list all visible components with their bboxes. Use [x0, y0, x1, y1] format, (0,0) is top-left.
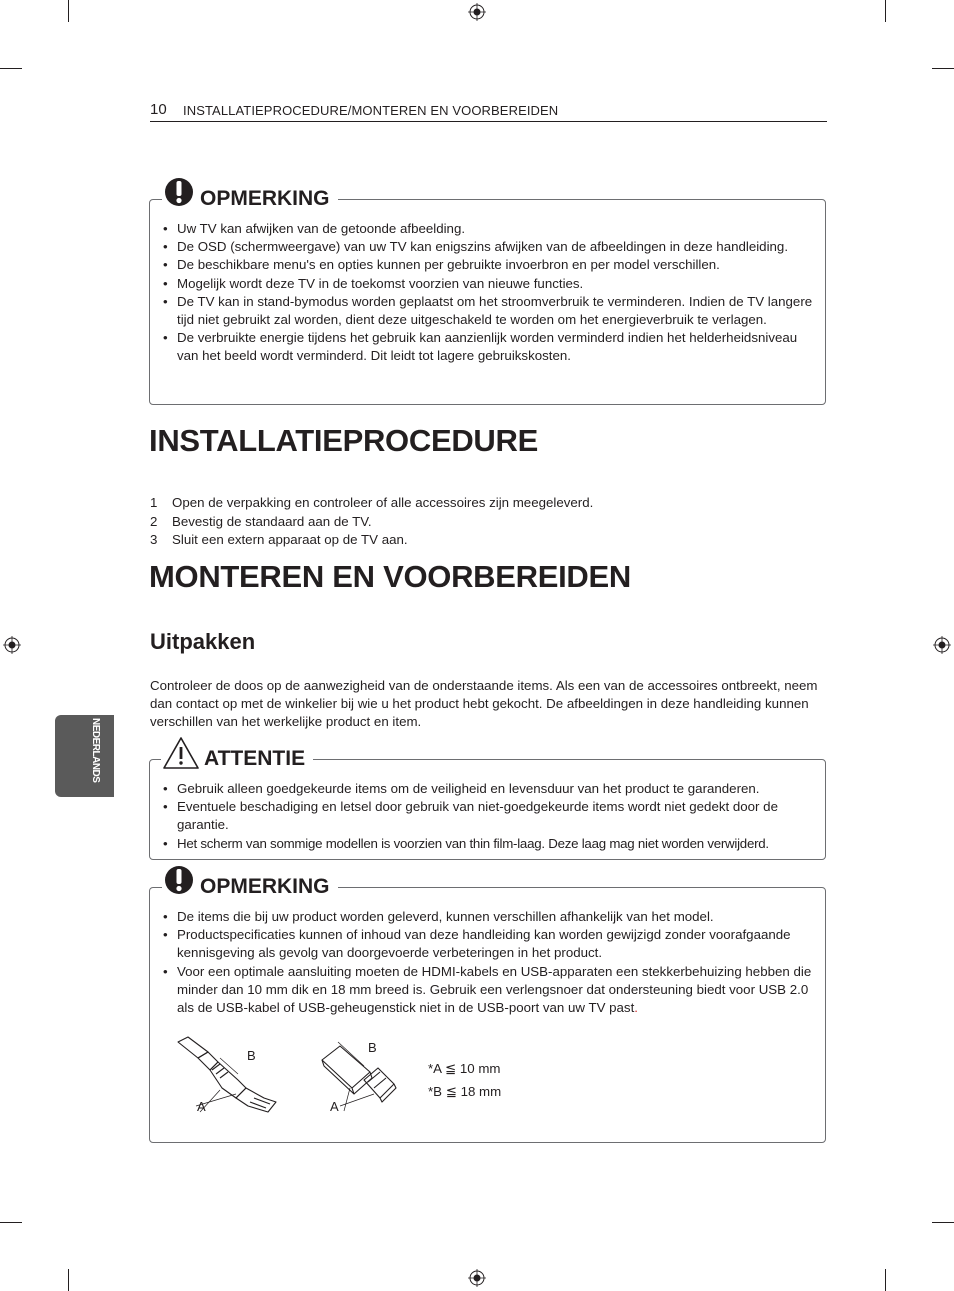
language-tab [55, 715, 114, 797]
hdmi-label-a: A [197, 1099, 206, 1114]
usb-label-a: A [330, 1099, 339, 1114]
list-item: • De items die bij uw product worden geleverd, kunnen verschillen afhankelijk van het model. [163, 908, 813, 926]
header-rule [150, 121, 827, 122]
note-title: OPMERKING [196, 874, 338, 900]
subsection-title: Uitpakken [150, 629, 256, 654]
registration-mark-icon [3, 636, 21, 654]
crop-mark [0, 1222, 22, 1223]
trailing-period: . [634, 1000, 638, 1016]
list-item: • De OSD (schermweergave) van uw TV kan enigszins afwijken van de afbeeldingen in deze handleiding. [163, 238, 813, 256]
crop-mark [932, 1222, 954, 1223]
list-item [150, 494, 593, 513]
page-number: 10 [150, 101, 167, 118]
caution-list [163, 780, 813, 853]
usb-label-b: B [368, 1040, 377, 1055]
exclamation-icon [162, 177, 196, 209]
hdmi-plug-illustration [176, 1036, 286, 1118]
list-item: • Mogelijk wordt deze TV in de toekomst voorzien van nieuwe functies. [163, 275, 813, 293]
step-text: Open de verpakking en controleer of alle accessoires zijn meegeleverd. [172, 495, 594, 510]
list-item: • De beschikbare menu's en opties kunnen per gebruikte invoerbron en per model verschillen. [163, 256, 813, 274]
registration-mark-icon [468, 3, 486, 21]
crop-mark [68, 1269, 69, 1291]
formula-b: *B ≦ 18 mm [428, 1084, 502, 1099]
list-item [163, 963, 813, 1018]
note-title: OPMERKING [196, 186, 338, 212]
list-item-text: Voor een optimale aansluiting moeten de HDMI-kabels en USB-apparaten een stekkerbehuizing hebben die minder dan 10 mm dik en 18 mm breed is. Gebruik een verlengsnoer dat ondersteuning biedt voor USB 2.0 als de USB-kabel of USB-geheugenstick niet in de USB-poort van uw TV past [177, 963, 812, 1016]
list-item: • Eventuele beschadiging en letsel door gebruik van niet-goedgekeurde items wordt niet gedekt door de garantie. [163, 798, 813, 834]
crop-mark [885, 1269, 886, 1291]
steps-list [150, 494, 593, 550]
step-text: Bevestig de standaard aan de TV. [172, 513, 372, 529]
crop-mark [0, 68, 22, 69]
list-item [150, 531, 593, 550]
warning-triangle-icon [161, 736, 201, 770]
running-title: INSTALLATIEPROCEDURE/MONTEREN EN VOORBEREIDEN [183, 103, 559, 118]
list-item [150, 513, 593, 532]
step-number: 1 [150, 495, 158, 510]
crop-mark [68, 0, 69, 22]
note-box [149, 875, 826, 1143]
registration-mark-icon [468, 1269, 486, 1287]
list-item: • De verbruikte energie tijdens het gebruik kan aanzienlijk worden verminderd indien het helderheidsniveau van het beeld wordt verminderd. Dit leidt tot lagere gebruikskosten. [163, 329, 813, 365]
intro-paragraph: Controleer de doos op de aanwezigheid van de onderstaande items. Als een van de accessoires ontbreekt, neem dan contact op met de winkelier bij wie u het product hebt gekocht. De afbeeldingen in deze handleiding kunnen verschillen van het werkelijke product en item. [150, 678, 818, 730]
caution-box [149, 747, 826, 860]
list-item: • Uw TV kan afwijken van de getoonde afbeelding. [163, 220, 813, 238]
note-list [163, 908, 813, 1017]
list-item: • Productspecificaties kunnen of inhoud van deze handleiding kan worden gewijzigd zonder voorafgaande kennisgeving als gevolg van doorgevoerde verbeteringen in het product. [163, 926, 813, 962]
crop-mark [932, 68, 954, 69]
formula-a: *A ≦ 10 mm [428, 1061, 501, 1076]
exclamation-icon [162, 865, 196, 897]
usb-stick-illustration [320, 1036, 420, 1118]
step-number: 3 [150, 532, 158, 547]
note-box [149, 187, 826, 405]
step-number: 2 [150, 513, 158, 529]
note-list [163, 220, 813, 366]
list-item: • Het scherm van sommige modellen is voorzien van thin film-laag. Deze laag mag niet worden verwijderd. [163, 835, 813, 853]
caution-title: ATTENTIE [200, 746, 313, 772]
language-tab-label: NEDERLANDS [90, 718, 101, 783]
crop-mark [885, 0, 886, 22]
step-text: Sluit een extern apparaat op de TV aan. [172, 532, 408, 547]
section-title: MONTEREN EN VOORBEREIDEN [149, 559, 631, 594]
registration-mark-icon [933, 636, 951, 654]
section-title: INSTALLATIEPROCEDURE [149, 423, 538, 458]
hdmi-label-b: B [247, 1048, 256, 1063]
list-item: • Gebruik alleen goedgekeurde items om de veiligheid en levensduur van het product te garanderen. [163, 780, 813, 798]
list-item: • De TV kan in stand-bymodus worden geplaatst om het stroomverbruik te verminderen. Indien de TV langere tijd niet gebruikt zal worden, dient deze uitgeschakeld te worden om het energieverbruik te verlagen. [163, 293, 813, 329]
